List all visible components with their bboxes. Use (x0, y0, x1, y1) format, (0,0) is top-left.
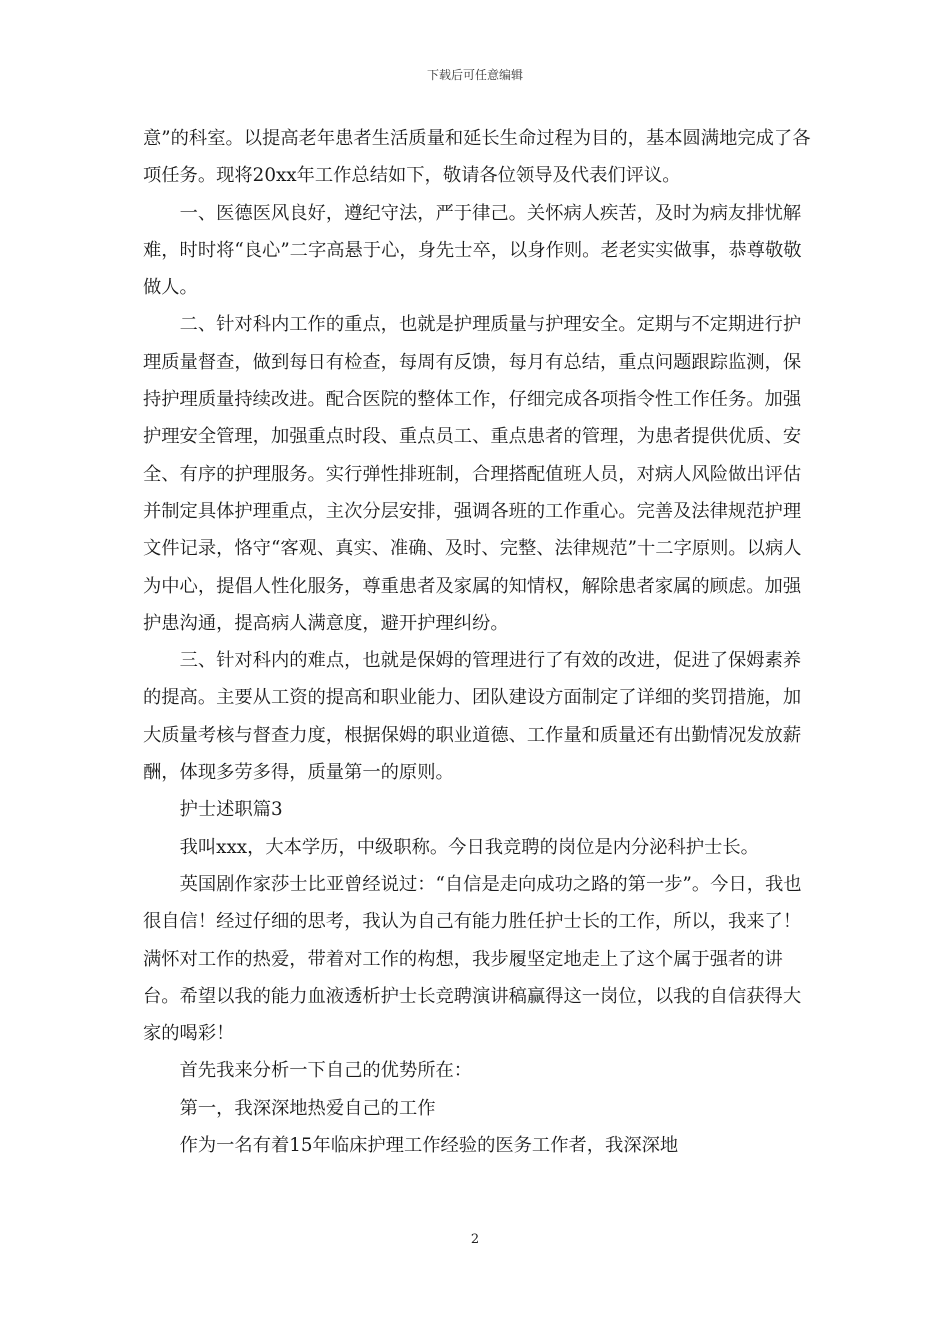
paragraph: 意”的科室。以提高老年患者生活质量和延长生命过程为目的，基本圆满地完成了各项任务。现将20xx年工作总结如下，敬请各位领导及代表们评议。 (143, 128, 811, 187)
paragraph: 三、针对科内的难点，也就是保姆的管理进行了有效的改进，促进了保姆素养的提高。主要从工资的提高和职业能力、团队建设方面制定了详细的奖罚措施，加大质量考核与督查力度，根据保姆的职业道德、工作量和质量还有出勤情况发放薪酬，体现多劳多得，质量第一的原则。 (143, 650, 802, 784)
page-number: 2 (470, 1232, 480, 1247)
paragraph: 首先我来分析一下自己的优势所在： (179, 1060, 473, 1082)
section-heading: 护士述职篇3 (179, 799, 283, 821)
paragraph: 作为一名有着15年临床护理工作经验的医务工作者，我深深地 (179, 1135, 679, 1157)
paragraph: 英国剧作家莎士比亚曾经说过：“自信是走向成功之路的第一步”。今日，我也很自信！经过仔细的思考，我认为自己有能力胜任护士长的工作，所以，我来了！满怀对工作的热爱，带着对工作的构想，我步履坚定地走上了这个属于强者的讲台。希望以我的能力血液透析护士长竞聘演讲稿赢得这一岗位，以我的自信获得大家的喝彩！ (143, 873, 802, 1045)
paragraph: 二、针对科内工作的重点，也就是护理质量与护理安全。定期与不定期进行护理质量督查，做到每日有检查，每周有反馈，每月有总结，重点问题跟踪监测，保持护理质量持续改进。配合医院的整体工作，仔细完成各项指令性工作任务。加强护理安全管理，加强重点时段、重点员工、重点患者的管理，为患者提供优质、安全、有序的护理服务。实行弹性排班制，合理搭配值班人员，对病人风险做出评估并制定具体护理重点，主次分层安排，强调各班的工作重心。完善及法律规范护理文件记录，恪守“客观、真实、准确、及时、完整、法律规范”十二字原则。以病人为中心，提倡人性化服务，尊重患者及家属的知情权，解除患者家属的顾虑。加强护患沟通，提高病人满意度，避开护理纠纷。 (143, 314, 802, 634)
paragraph: 一、医德医风良好，遵纪守法，严于律己。关怀病人疾苦，及时为病友排忧解难，时时将“良心”二字高悬于心，身先士卒，以身作则。老老实实做事，恭尊敬敬做人。 (143, 202, 802, 299)
page-header: 下载后可任意编辑 (426, 68, 523, 82)
paragraph: 我叫xxx，大本学历，中级职称。今日我竞聘的岗位是内分泌科护士长。 (179, 836, 759, 858)
paragraph: 第一，我深深地热爱自己的工作 (179, 1097, 436, 1119)
document-body (143, 120, 811, 1164)
